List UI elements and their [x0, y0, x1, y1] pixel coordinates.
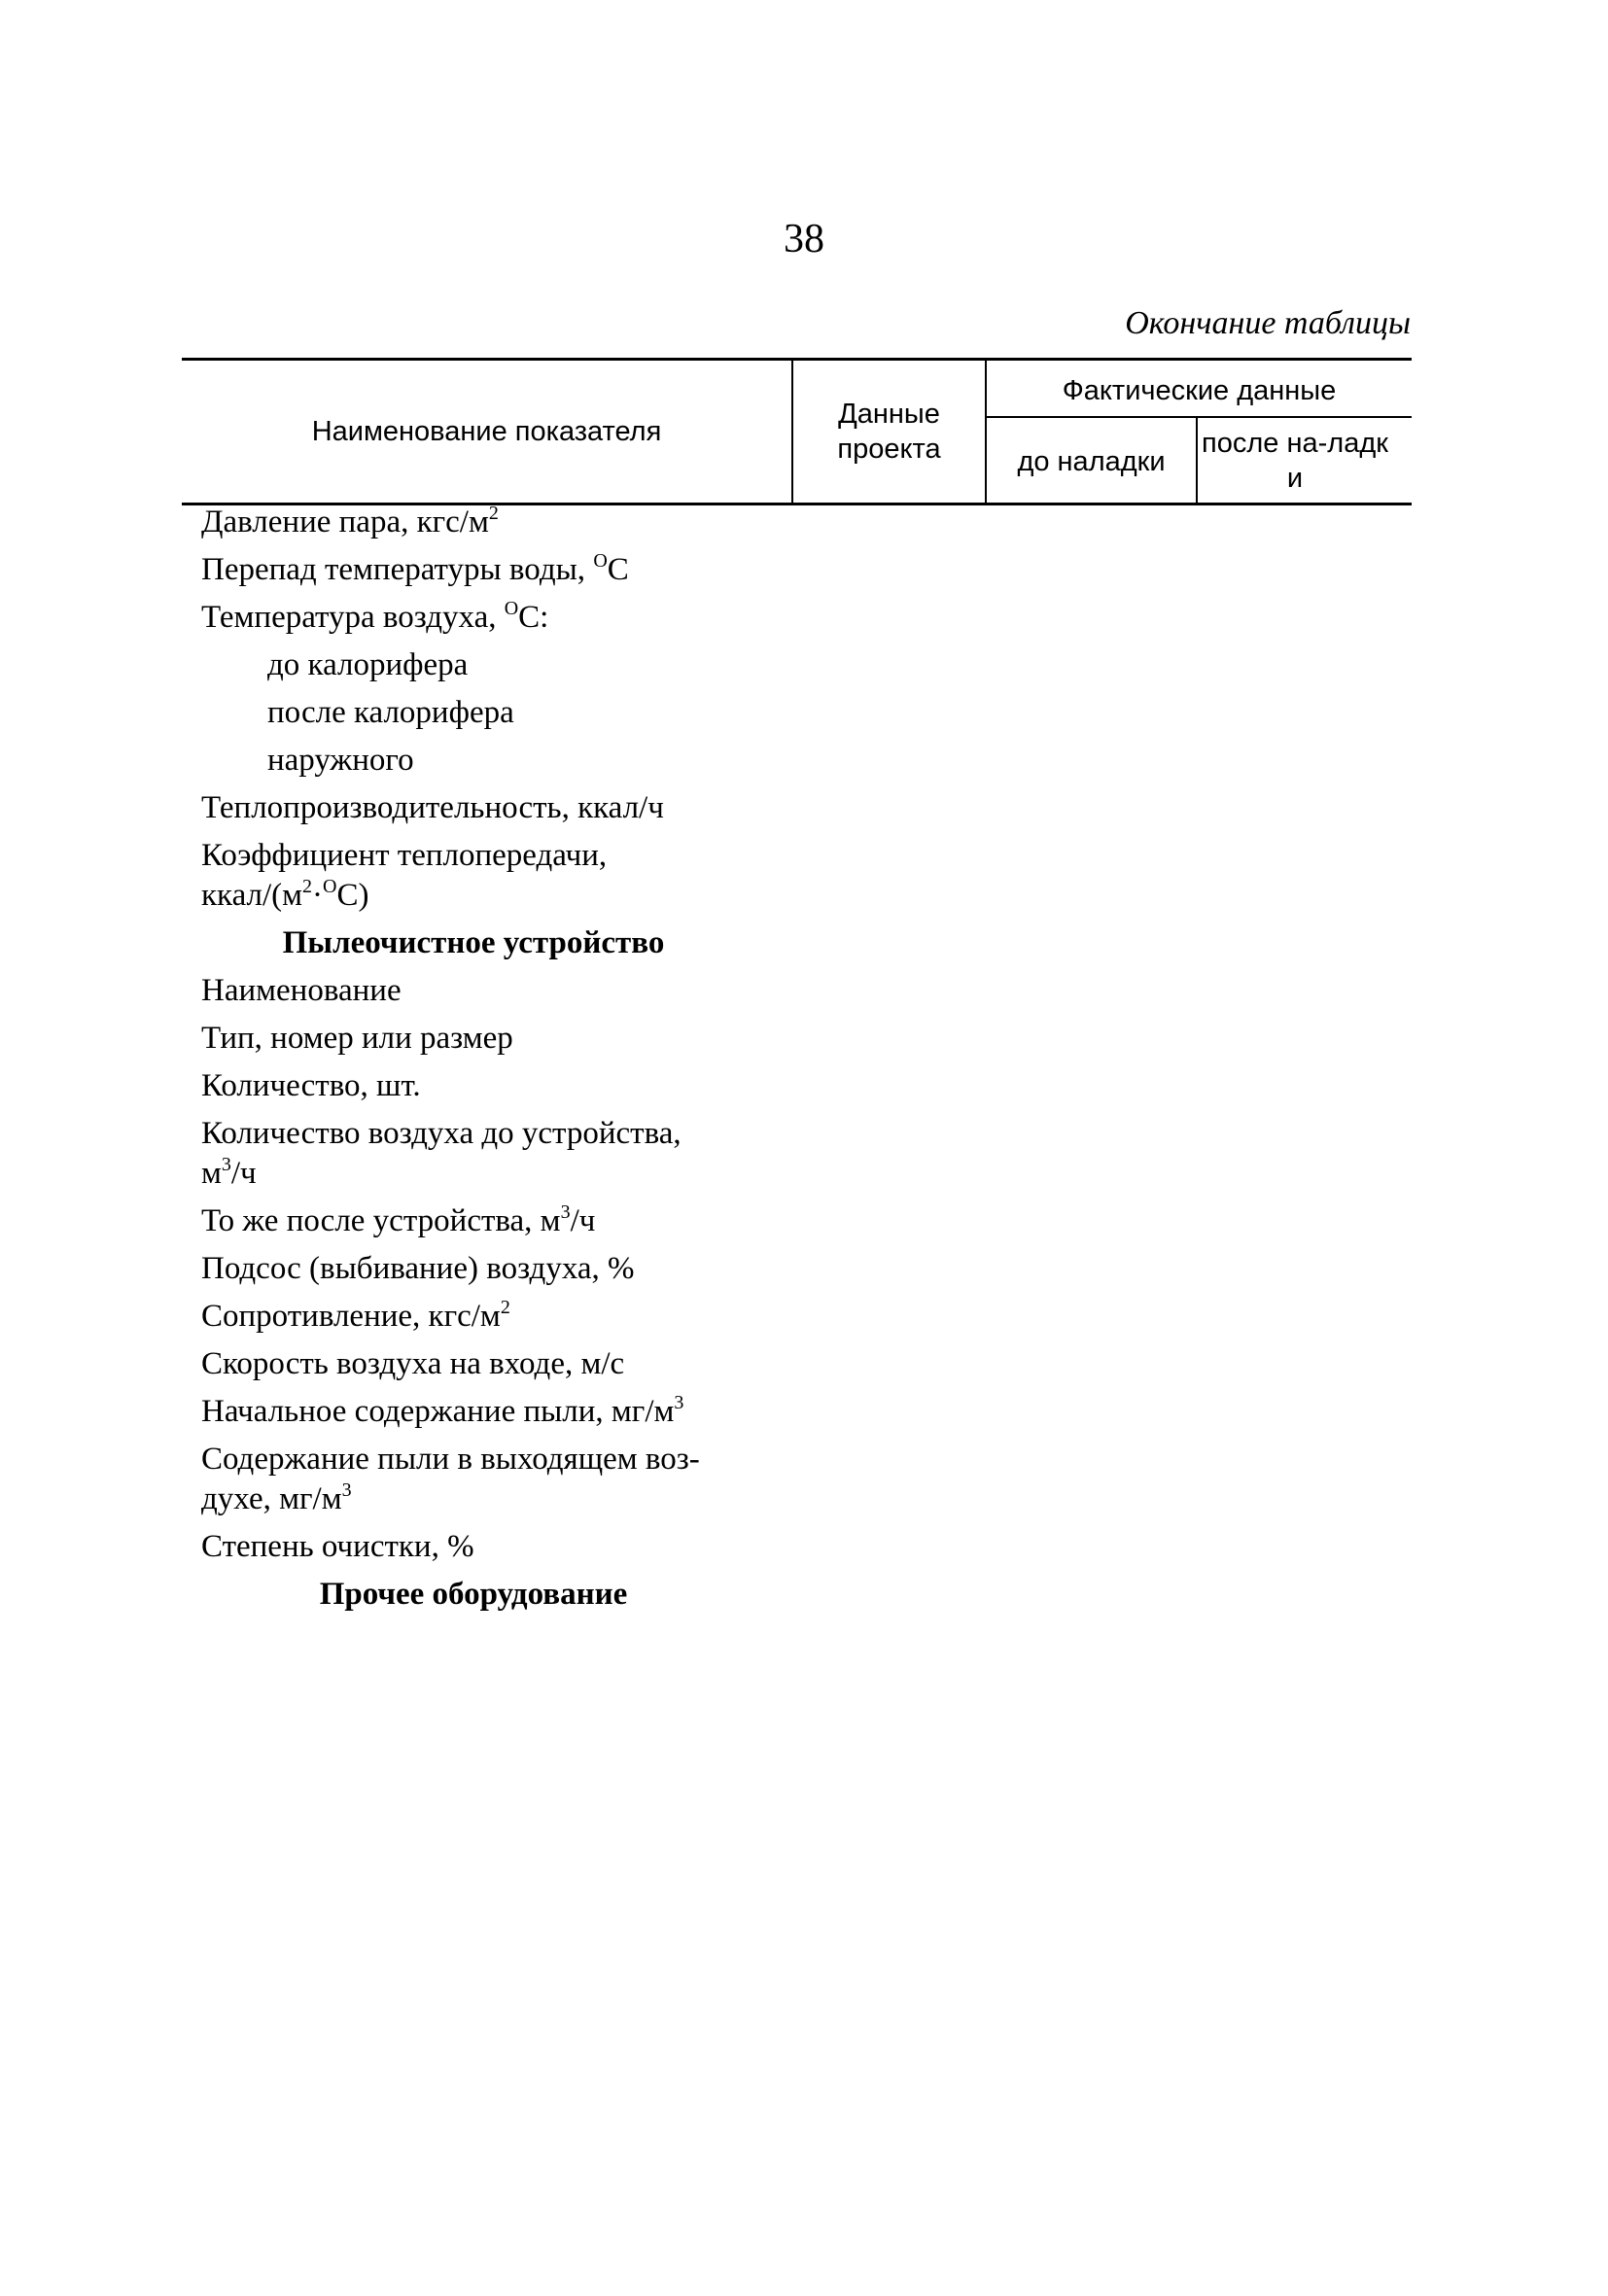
table-row-label [201, 1019, 785, 1059]
row-text: Наименование [201, 973, 402, 1008]
table-row-label [201, 971, 785, 1011]
superscript: 3 [560, 1201, 571, 1223]
section-heading [201, 1575, 746, 1615]
superscript: 3 [674, 1392, 684, 1413]
row-text: до калорифера [267, 647, 469, 682]
row-text: Количество воздуха до устройства, [201, 1116, 682, 1151]
superscript: 3 [341, 1479, 352, 1501]
table-row-label [201, 1479, 785, 1519]
table-row-label [201, 1440, 785, 1479]
header-name: Наименование показателя [311, 416, 662, 447]
row-text: Степень очистки, % [201, 1529, 474, 1564]
table-row-label [201, 503, 785, 542]
row-text: Начальное содержание пыли, мг/м [201, 1394, 675, 1429]
row-text: наружного [267, 743, 414, 778]
row-text: /ч [570, 1203, 596, 1238]
row-text: ккал/(м [201, 878, 303, 913]
table-row-label [201, 1392, 785, 1432]
row-text: · [312, 878, 324, 913]
row-text: духе, мг/м [201, 1481, 342, 1516]
table-row-label [201, 876, 785, 916]
row-text: Прочее оборудование [319, 1577, 628, 1612]
table-row-label [201, 693, 785, 733]
row-text: Тип, номер или размер [201, 1021, 513, 1056]
superscript: 2 [488, 503, 499, 524]
table-row-label [201, 1154, 785, 1194]
row-text: Температура воздуха, [201, 600, 505, 635]
header-after: после на-ладки [1202, 428, 1388, 494]
table-row-label [201, 788, 785, 828]
row-text: Подсос (выбивание) воздуха, % [201, 1251, 635, 1286]
actual-subheader-rule [985, 416, 1412, 418]
row-text: Коэффициент теплопередачи, [201, 838, 608, 873]
superscript: O [323, 876, 337, 897]
table-row-label [201, 741, 785, 781]
header-before: до наладки [1017, 446, 1166, 477]
header-actual: Фактические данные [1062, 375, 1337, 406]
row-text: после калорифера [267, 695, 514, 730]
row-text: Скорость воздуха на входе, м/с [201, 1346, 625, 1381]
superscript: 2 [302, 876, 313, 897]
row-text: Сопротивление, кгс/м [201, 1299, 501, 1334]
row-text: Пылеочистное устройство [282, 925, 665, 960]
table-row-label [201, 1297, 785, 1337]
row-text: Количество, шт. [201, 1068, 421, 1103]
table-row-label [201, 1114, 785, 1154]
row-text: Теплопроизводительность, ккал/ч [201, 790, 664, 825]
header-project: Данные проекта [837, 399, 941, 465]
row-text: Содержание пыли в выходящем воз- [201, 1442, 700, 1477]
header-top-rule [182, 358, 1412, 361]
row-text: С [607, 552, 629, 587]
row-text: С) [336, 878, 369, 913]
row-text: С: [518, 600, 549, 635]
table-row-label [201, 598, 785, 638]
table-row-label [201, 550, 785, 590]
table-row-label [201, 1201, 785, 1241]
table-row-label [201, 836, 785, 876]
table-row-label [201, 1066, 785, 1106]
table-row-label [201, 1344, 785, 1384]
superscript: O [504, 598, 519, 619]
row-text: Перепад температуры воды, [201, 552, 594, 587]
table-row-label [201, 645, 785, 685]
table-row-label [201, 1249, 785, 1289]
table-caption: Окончание таблицы [1125, 305, 1411, 341]
superscript: 2 [500, 1297, 510, 1318]
table-row-label [201, 1527, 785, 1567]
superscript: 3 [221, 1154, 231, 1175]
row-text: /ч [230, 1156, 257, 1191]
page-number: 38 [784, 217, 824, 261]
table-body [201, 503, 785, 1615]
row-text: То же после устройства, м [201, 1203, 561, 1238]
section-heading [201, 923, 746, 963]
superscript: O [593, 550, 608, 572]
row-text: м [201, 1156, 222, 1191]
row-text: Давление пара, кгс/м [201, 504, 489, 539]
